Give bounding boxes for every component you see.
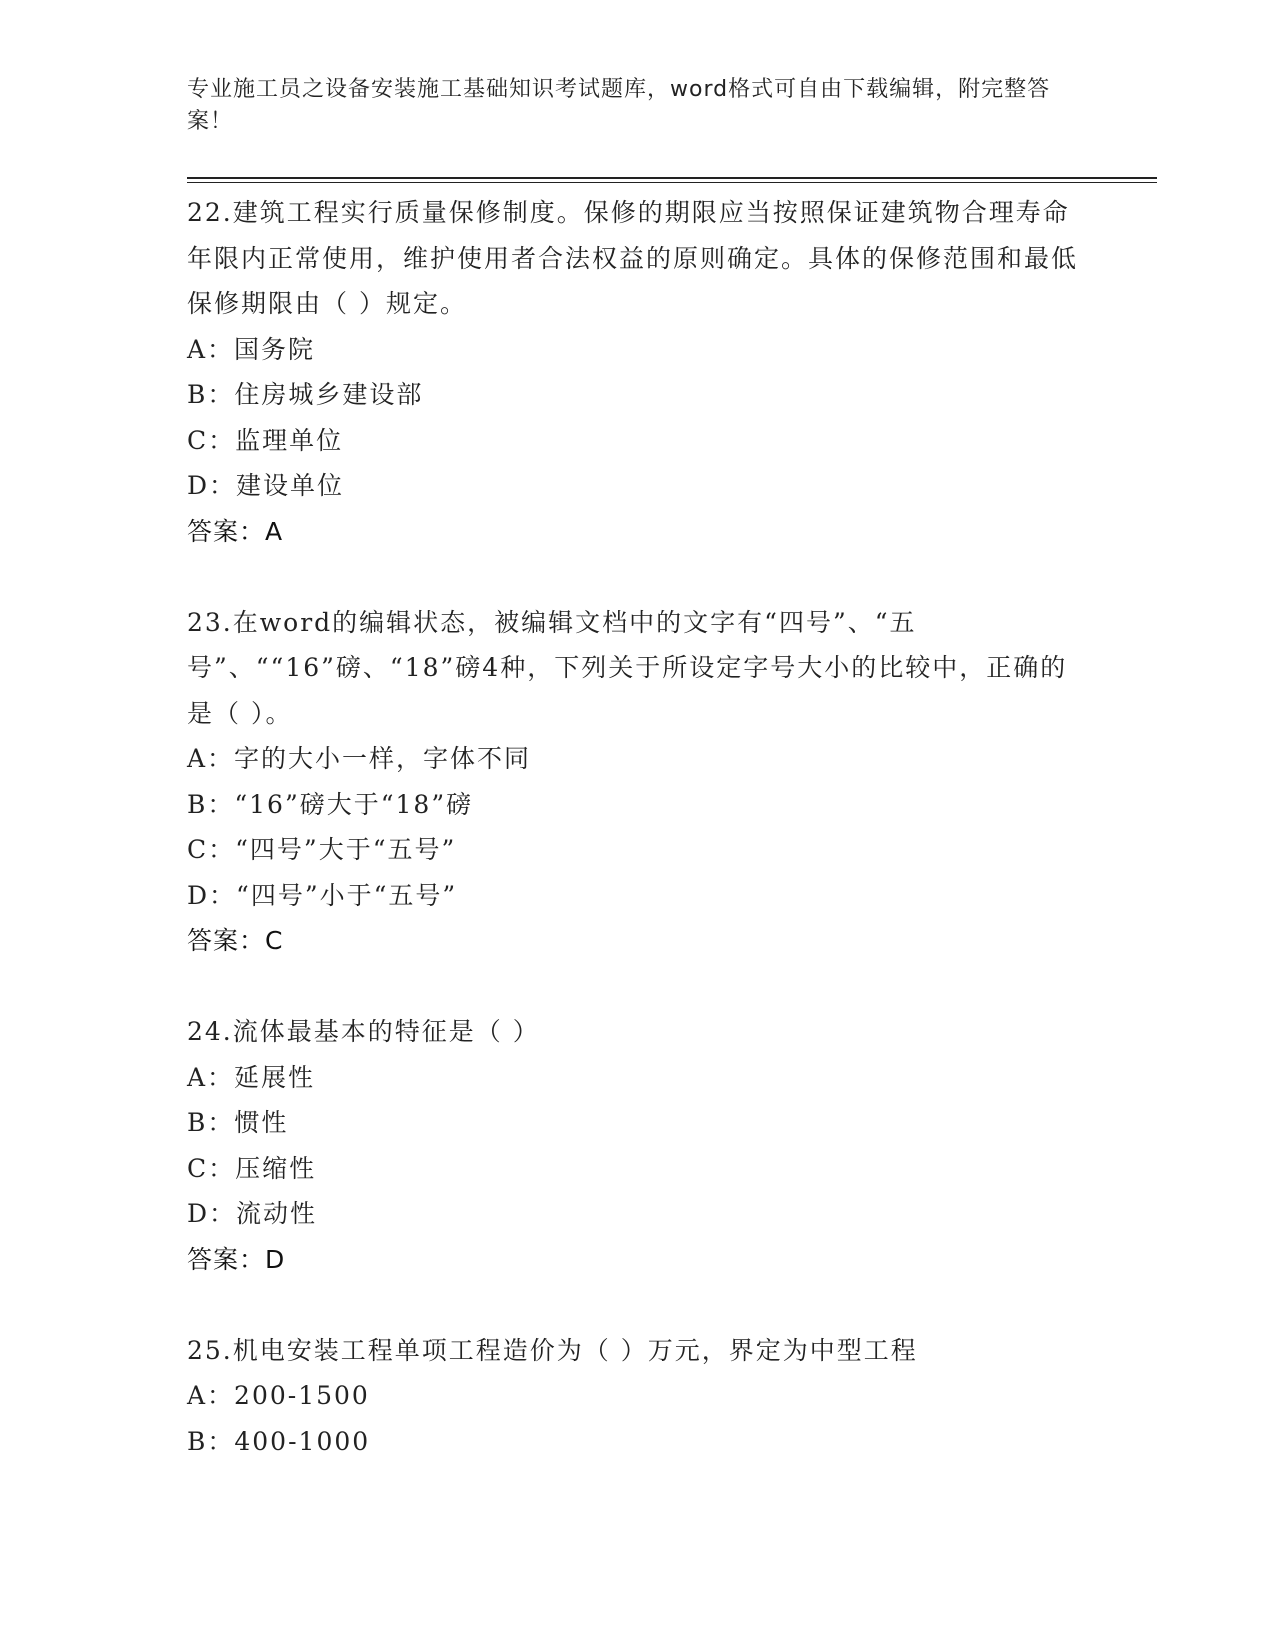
option-a: A：200-1500 bbox=[187, 1381, 370, 1410]
option-a: A：延展性 bbox=[187, 1062, 316, 1092]
option-b: B：住房城乡建设部 bbox=[187, 380, 424, 409]
question-22 bbox=[187, 190, 1087, 600]
option-b: B：惯性 bbox=[187, 1108, 289, 1137]
option-c: C：“四号”大于“五号” bbox=[187, 835, 457, 864]
question-spacer bbox=[187, 1282, 1087, 1328]
question-stem: 25.机电安装工程单项工程造价为（ ）万元，界定为中型工程 bbox=[187, 1335, 918, 1365]
question-stem: 24.流体最基本的特征是（ ） bbox=[187, 1017, 540, 1046]
answer-line: 答案：D bbox=[187, 1244, 286, 1274]
question-23 bbox=[187, 600, 1087, 1010]
header-rule-thin bbox=[187, 182, 1157, 183]
question-24 bbox=[187, 1009, 1087, 1328]
answer-line: 答案：C bbox=[187, 926, 284, 955]
option-d: D：流动性 bbox=[187, 1199, 318, 1228]
option-b: B：“16”磅大于“18”磅 bbox=[187, 789, 474, 819]
option-b: B：400-1000 bbox=[187, 1426, 371, 1456]
question-stem: 23.在word的编辑状态，被编辑文档中的文字有“四号”、“五号”、““16”磅、“18”磅4种，下列关于所设定字号大小的比较中，正确的是（ ）。 bbox=[187, 607, 1068, 728]
question-list bbox=[187, 190, 1087, 1464]
option-c: C：压缩性 bbox=[187, 1153, 317, 1183]
question-spacer bbox=[187, 554, 1087, 600]
option-a: A：字的大小一样，字体不同 bbox=[187, 744, 532, 773]
header-rule-thick bbox=[187, 177, 1157, 179]
option-d: D：建设单位 bbox=[187, 471, 345, 500]
answer-line: 答案：A bbox=[187, 516, 284, 546]
option-c: C：监理单位 bbox=[187, 425, 344, 455]
question-spacer bbox=[187, 964, 1087, 1010]
document-header: 专业施工员之设备安装施工基础知识考试题库，word格式可自由下载编辑，附完整答案！ bbox=[187, 77, 1051, 134]
option-d: D：“四号”小于“五号” bbox=[187, 880, 458, 910]
question-25 bbox=[187, 1328, 1087, 1465]
question-stem: 22.建筑工程实行质量保修制度。保修的期限应当按照保证建筑物合理寿命年限内正常使用，维护使用者合法权益的原则确定。具体的保修范围和最低保修期限由（ ）规定。 bbox=[187, 198, 1079, 318]
option-a: A：国务院 bbox=[187, 334, 316, 364]
